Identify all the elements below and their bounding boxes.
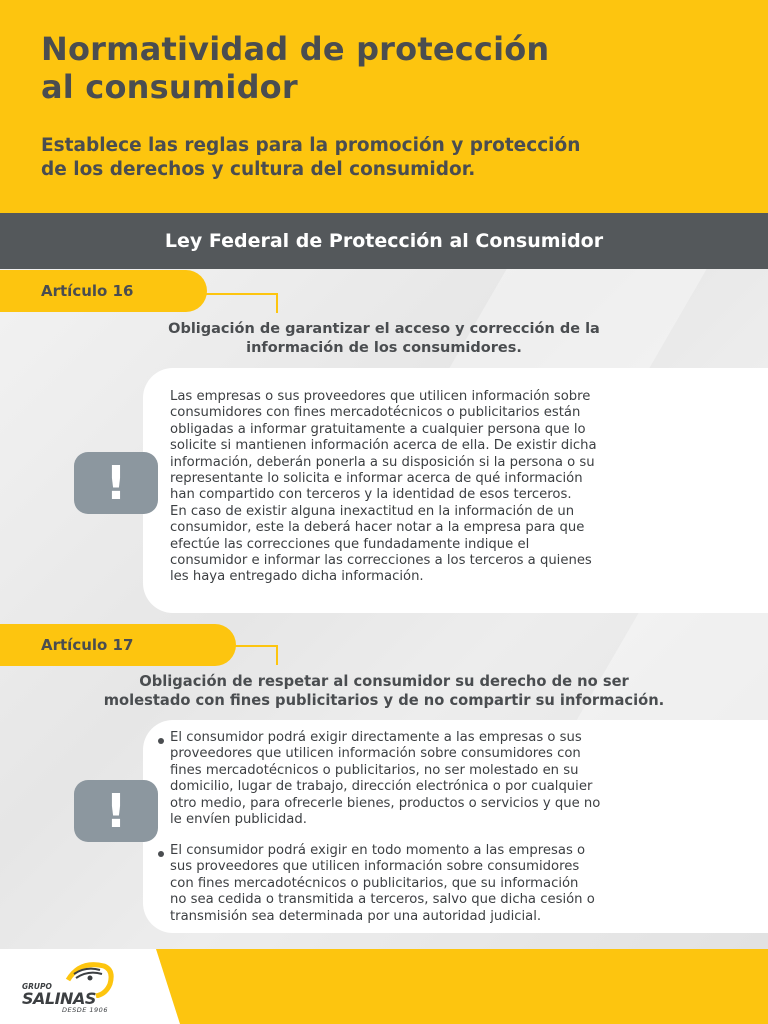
article-16-label: Artículo 16 xyxy=(41,282,134,300)
article-17-bullet-2 xyxy=(170,843,744,925)
body-line: representante lo solicita e informar acerca de qué información xyxy=(170,471,583,487)
title-line-2: al consumidor xyxy=(41,68,298,106)
body-line: consumidor e informar las correcciones a los terceros a quienes xyxy=(170,553,592,569)
article-16-body xyxy=(170,389,744,586)
body-line: proveedores que utilicen información sobre consumidores con xyxy=(170,746,581,762)
body-line: consumidor, este la deberá hacer notar a la empresa para que xyxy=(170,520,585,536)
body-line: le envíen publicidad. xyxy=(170,812,307,828)
article-16-obligation-line-1: Obligación de garantizar el acceso y corrección de la xyxy=(168,321,600,337)
body-line: les haya entregado dicha información. xyxy=(170,569,424,585)
article-17-tab xyxy=(0,624,236,666)
logo-text-salinas: SALINAS xyxy=(22,989,96,1008)
body-line: transmisión sea determinada por una autoridad judicial. xyxy=(170,908,542,924)
article-16-obligation-line-2: información de los consumidores. xyxy=(246,340,522,356)
exclamation-icon: ! xyxy=(105,784,127,838)
body-line: con fines mercadotécnicos o publicitarios, que su información xyxy=(170,875,579,891)
article-16-alert xyxy=(74,452,158,514)
body-line: sus proveedores que utilicen información sobre consumidores xyxy=(170,859,580,875)
page-title xyxy=(41,30,728,106)
body-line: Las empresas o sus proveedores que utilicen información sobre xyxy=(170,389,591,404)
article-16-tab xyxy=(0,270,207,312)
bullet-dot xyxy=(158,851,164,857)
body-line: En caso de existir alguna inexactitud en la información de un xyxy=(170,503,575,519)
article-17-obligation-line-2: molestado con fines publicitarios y de no compartir su información. xyxy=(103,692,665,709)
body-line: otro medio, para ofrecerle bienes, productos o servicios y que no xyxy=(170,795,601,811)
law-title-bar xyxy=(0,213,768,269)
body-line: no sea cedida o transmitida a terceros, salvo que dicha cesión o xyxy=(170,892,595,908)
body-line: fines mercadotécnicos o publicitarios, no ser molestado en su xyxy=(170,762,579,778)
header xyxy=(0,0,768,213)
law-title: Ley Federal de Protección al Consumidor xyxy=(164,230,604,252)
logo-text-grupo: GRUPO xyxy=(22,982,52,991)
body-line: El consumidor podrá exigir directamente a las empresas o sus xyxy=(170,730,582,745)
bullet-dot xyxy=(158,738,164,744)
title-line-1: Normatividad de protección xyxy=(41,30,550,68)
body-line: solicite si mantienen información acerca de ella. De existir dicha xyxy=(170,438,597,454)
subtitle-line-2: de los derechos y cultura del consumidor. xyxy=(41,159,476,180)
body-line: obligadas a informar gratuitamente a cualquier persona que lo xyxy=(170,421,586,437)
article-17-alert xyxy=(74,780,158,842)
article-17-bracket xyxy=(228,645,278,665)
body-line: han compartido con terceros y la identidad de esos terceros. xyxy=(170,487,572,503)
article-16-obligation xyxy=(20,320,748,358)
article-17-obligation xyxy=(20,672,748,710)
article-17-obligation-line-1: Obligación de respetar al consumidor su derecho de no ser xyxy=(139,673,629,690)
article-17-bullet-1 xyxy=(170,730,744,828)
article-16-bracket xyxy=(200,293,278,313)
body-line: información, deberán ponerla a su disposición si la persona o su xyxy=(170,454,595,470)
body-line: consumidores con fines mercadotécnicos o publicitarios están xyxy=(170,405,581,421)
exclamation-icon: ! xyxy=(105,456,127,510)
body-line: domicilio, lugar de trabajo, dirección electrónica o por cualquier xyxy=(170,779,593,795)
subtitle-line-1: Establece las reglas para la promoción y protección xyxy=(41,135,581,156)
grupo-salinas-logo xyxy=(22,958,132,1018)
page-subtitle xyxy=(41,134,728,182)
body-line: efectúe las correcciones que fundadamente indique el xyxy=(170,536,530,552)
body-line: El consumidor podrá exigir en todo momento a las empresas o xyxy=(170,843,586,858)
logo-text-since: DESDE 1906 xyxy=(62,1006,108,1014)
article-17-label: Artículo 17 xyxy=(41,636,134,654)
